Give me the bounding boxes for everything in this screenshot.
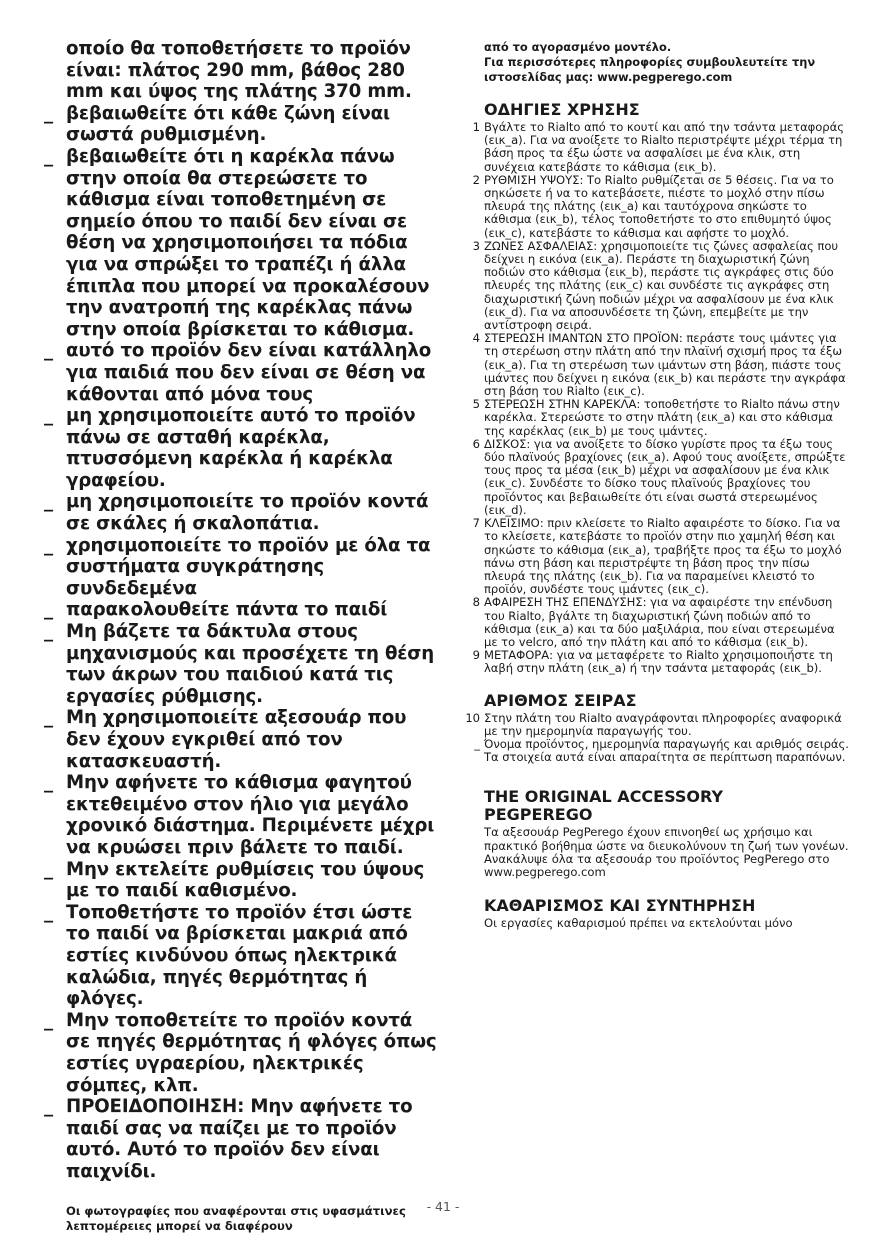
right-column — [465, 40, 850, 931]
serial-step: 10 Στην πλάτη του Rialto αναγράφονται πληροφορίες αναφορικά με την ημερομηνία παραγωγής του. — [465, 710, 842, 738]
page-number: - 41 - — [426, 1199, 460, 1214]
cleaning-text: Οι εργασίες καθαρισμού πρέπει να εκτελούνται μόνο — [484, 916, 793, 931]
instruction-step: 7 ΚΛΕΙΣΙΜΟ: πριν κλείσετε το Rialto αφαιρέστε το δίσκο. Για να το κλείσετε, κατεβάστε το προϊόν στην πιο χαμηλή θέση και σηκώστε το κάθισμα (εικ_a), τραβήξτε προς τα έξω το μοχλό πάνω στη βάση και περιστρέψτε τη βάση προς την πίσω πλευρά της πλάτης (εικ_b). Για να παραμείνει κλειστό το προϊόν, συνδέστε τους ιμάντες (εικ_c). — [472, 516, 842, 597]
warning-item: _ παρακολουθείτε πάντα το παιδί — [44, 599, 388, 621]
warning-item: _ αυτό το προϊόν δεν είναι κατάλληλο για παιδιά που δεν είναι σε θέση να κάθονται από μόνα τους — [44, 340, 432, 405]
accessory-text: Τα αξεσουάρ PegPerego έχουν επινοηθεί ως χρήσιμο και πρακτικό βοήθημα ώστε να διευκολύνουν τη ζωή των γονέων. Ανακάλυψε όλα τα αξεσουάρ του προϊόντος PegPerego στο www.pegperego.com — [484, 825, 849, 879]
cleaning-heading: ΚΑΘΑΡΙΣΜΟΣ ΚΑΙ ΣΥΝΤΗΡΗΣΗ — [484, 896, 756, 916]
warning-item: _ Μη βάζετε τα δάκτυλα στους μηχανισμούς και προσέχετε τη θέση των άκρων του παιδιού κατά τις εργασίες ρύθμισης. — [44, 621, 435, 707]
serial-step: _ Όνομα προϊόντος, ημερομηνία παραγωγής και αριθμός σειράς. Τα στοιχεία αυτά είναι απαραίτητα σε περίπτωση παραπόνων. — [474, 736, 849, 765]
instruction-step: 4 ΣΤΕΡΕΩΣΗ ΙΜΑΝΤΩΝ ΣΤΟ ΠΡΟΪΟΝ: περάστε τους ιμάντες για τη στερέωση στην πλάτη από την πλαϊνή σχισμή προς τα έξω (εικ_a). Για τη στερέωση των ιμάντων στη βάση, πιάστε τους ιμάντες που δείχνει η εικόνα (εικ_b) και περάστε την αγκράφα στη βάση του Rialto (εικ_c). — [472, 331, 846, 399]
warning-item: _ Μην εκτελείτε ρυθμίσεις του ύψους με το παιδί καθισμένο. — [44, 858, 425, 902]
instruction-step: 2 ΡΥΘΜΙΣΗ ΥΨΟΥΣ: Το Rialto ρυθμίζεται σε 5 θέσεις. Για να το σηκώσετε ή να το κατεβάσετε, πιέστε το μοχλό στην πίσω πλευρά της πλάτης (εικ_a) και ταυτόχρονα σηκώστε το κάθισμα (εικ_b), τέλος τοποθετήστε το στο επιθυμητό ύψος (εικ_c), κατεβάστε το κάθισμα και αφήστε το μοχλό. — [472, 172, 834, 240]
left-column — [44, 38, 442, 1234]
warning-item: _ μη χρησιμοποιείτε το προϊόν κοντά σε σκάλες ή σκαλοπάτια. — [44, 491, 429, 535]
instruction-step: 1 Βγάλτε το Rialto από το κουτί και από την τσάντα μεταφοράς (εικ_a). Για να ανοίξετε το Rialto περιστρέψτε μέχρι τέρμα τη βάση προς τα έξω ώστε να ασφαλίσει με ένα κλικ, στη συνέχεια κατεβάστε το κάθισμα (εικ_b). — [472, 120, 844, 174]
instruction-step: 6 ΔΙΣΚΟΣ: για να ανοίξετε το δίσκο γυρίστε προς τα έξω τους δύο πλαϊνούς βραχίονες (εικ_a). Αφού τους ανοίξετε, σπρώξτε τους προς τα μέσα (εικ_b) μέχρι να ασφαλίσουν με ένα κλικ (εικ_c). Συνδέστε το δίσκο τους πλαϊνούς βραχίονες του προϊόντος και βεβαιωθείτε ότι είναι σωστά στερεωμένος (εικ_d). — [472, 436, 846, 517]
warning-item: _ Τοποθετήστε το προϊόν έτσι ώστε το παιδί να βρίσκεται μακριά από εστίες κινδύνου όπως ηλεκτρικά καλώδια, πηγές θερμότητας ή φλόγες. — [44, 901, 413, 1010]
warning-item: _ βεβαιωθείτε ότι η καρέκλα πάνω στην οποία θα στερεώσετε το κάθισμα είναι τοποθετημένη σε σημείο όπου το παιδί δεν είναι σε θέση να χρησιμοποιήσει τα πόδια για να σπρώξει το τραπέζι ή άλλα έπιπλα που μπορεί να προκαλέσουν την ανατροπή της καρέκλας πάνω στην οποία βρίσκεται το κάθισμα. — [44, 145, 430, 340]
serial-heading: ΑΡΙΘΜΟΣ ΣΕΙΡΑΣ — [484, 690, 637, 710]
warning-item: _ μη χρησιμοποιείτε αυτό το προϊόν πάνω σε ασταθή καρέκλα, πτυσσόμενη καρέκλα ή καρέκλα γραφείου. — [44, 405, 416, 491]
warning-item: _ Μη χρησιμοποιείτε αξεσουάρ που δεν έχουν εγκριθεί από τον κατασκευαστή. — [44, 707, 407, 772]
accessory-heading: THE ORIGINAL ACCESSORY PEGPEREGO — [484, 787, 724, 825]
instruction-step: 8 ΑΦΑΙΡΕΣΗ ΤΗΣ ΕΠΕΝΔΥΣΗΣ: για να αφαιρέστε την επένδυση του Rialto, βγάλτε τη διαχωριστική ζώνη ποδιών από το κάθισμα (εικ_a) και τα δύο μαξιλάρια, που είναι στερεωμένα με το velcro, από την πλάτη και από το κάθισμα (εικ_b). — [472, 595, 835, 649]
photo-note: Οι φωτογραφίες που αναφέρονται στις υφασμάτινες λεπτομέρειες μπορεί να διαφέρουν — [66, 1204, 406, 1234]
warning-lead: οποίο θα τοποθετήσετε το προϊόν είναι: πλάτος 290 mm, βάθος 280 mm και ύψος της πλάτης 370 mm. — [66, 38, 412, 103]
warning-item: _ Μην αφήνετε το κάθισμα φαγητού εκτεθειμένο στον ήλιο για μεγάλο χρονικό διάστημα. Περιμένετε μέχρι να κρυώσει πριν βάλετε το παιδί. — [44, 772, 435, 858]
instruction-step: 5 ΣΤΕΡΕΩΣΗ ΣΤΗΝ ΚΑΡΕΚΛΑ: τοποθετήστε το Rialto πάνω στην καρέκλα. Στερεώστε το στην πλάτη (εικ_a) και στο κάθισμα της καρέκλας (εικ_b) με τους ιμάντες. — [472, 397, 840, 438]
instructions-heading: ΟΔΗΓΙΕΣ ΧΡΗΣΗΣ — [484, 100, 640, 119]
instruction-step: 9 ΜΕΤΑΦΟΡΑ: για να μεταφέρετε το Rialto χρησιμοποιήστε τη λαβή στην πλάτη (εικ_a) ή την τσάντα μεταφοράς (εικ_b). — [472, 648, 833, 676]
instruction-step: 3 ΖΩΝΕΣ ΑΣΦΑΛΕΙΑΣ: χρησιμοποιείτε τις ζώνες ασφαλείας που δείχνει η εικόνα (εικ_a). Περάστε τη διαχωριστική ζώνη ποδιών στο κάθισμα (εικ_b), περάστε τις αγκράφες στις δύο πλευρές της πλάτης (εικ_c) και συνδέστε τις αγκράφες στη διαχωριστική ζώνη ποδιών μέχρι να ασφαλίσουν με ένα κλικ (εικ_d). Για να αποσυνδέσετε τη ζώνη, επεμβείτε με την αντίστροφη σειρά. — [472, 238, 839, 333]
warning-item: _ βεβαιωθείτε ότι κάθε ζώνη είναι σωστά ρυθμισμένη. — [44, 102, 390, 146]
intro-note: από το αγορασμένο μοντέλο. Για περισσότερες πληροφορίες συμβουλευτείτε την ιστοσελίδας μας: www.pegperego.com — [484, 40, 816, 84]
warning-item: _ ΠΡΟΕΙΔΟΠΟΙΗΣΗ: Μην αφήνετε το παιδί σας να παίζει με το προϊόν αυτό. Αυτό το προϊόν δεν είναι παιχνίδι. — [44, 1096, 413, 1182]
warning-item: _ Μην τοποθετείτε το προϊόν κοντά σε πηγές θερμότητας ή φλόγες όπως εστίες υγραερίου, ηλεκτρικές σόμπες, κλπ. — [44, 1009, 437, 1096]
warning-item: _ χρησιμοποιείτε το προϊόν με όλα τα συστήματα συγκράτησης συνδεδεμένα — [44, 534, 431, 599]
